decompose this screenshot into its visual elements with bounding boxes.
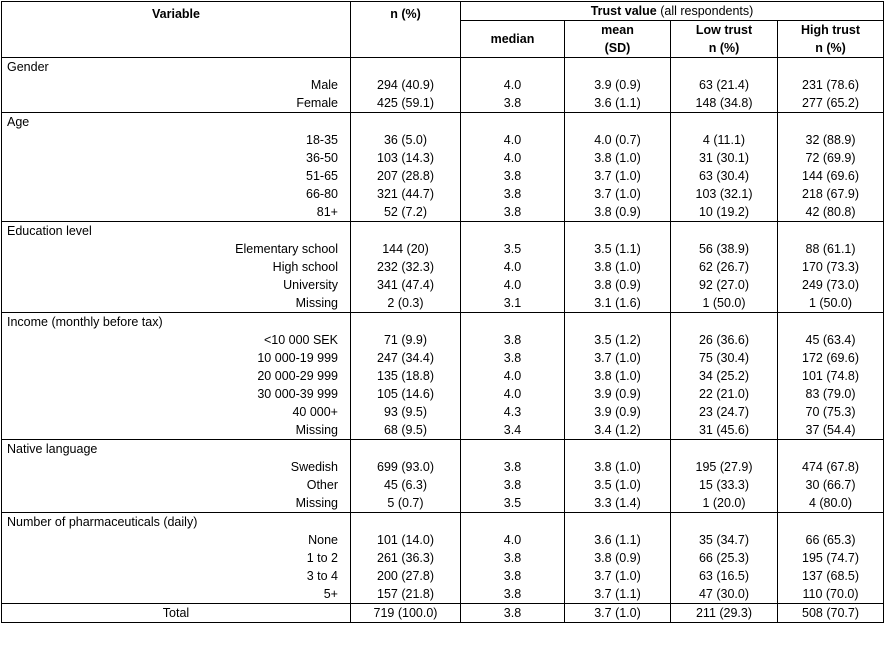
cell-n: 261 (36.3) <box>351 549 461 567</box>
empty-cell <box>351 58 461 77</box>
total-median: 3.8 <box>461 604 565 623</box>
cell-n: 294 (40.9) <box>351 76 461 94</box>
row-label: High school <box>2 258 351 276</box>
row-label: 81+ <box>2 203 351 222</box>
cell-high: 45 (63.4) <box>778 331 884 349</box>
cell-low: 56 (38.9) <box>671 240 778 258</box>
table-row <box>2 185 884 203</box>
empty-cell <box>778 313 884 332</box>
table-row <box>2 203 884 222</box>
cell-mean: 3.8 (1.0) <box>565 149 671 167</box>
header-low-trust <box>671 21 778 58</box>
cell-low: 23 (24.7) <box>671 403 778 421</box>
cell-n: 144 (20) <box>351 240 461 258</box>
table-row <box>2 385 884 403</box>
empty-cell <box>671 440 778 459</box>
cell-n: 135 (18.8) <box>351 367 461 385</box>
header-high-l2: n (%) <box>815 41 846 55</box>
table-row <box>2 331 884 349</box>
cell-median: 3.8 <box>461 567 565 585</box>
cell-mean: 3.7 (1.0) <box>565 567 671 585</box>
row-label: 66-80 <box>2 185 351 203</box>
row-label: 10 000-19 999 <box>2 349 351 367</box>
cell-high: 70 (75.3) <box>778 403 884 421</box>
group-header-row <box>2 440 884 459</box>
group-label: Gender <box>2 58 351 77</box>
cell-mean: 3.7 (1.0) <box>565 185 671 203</box>
cell-low: 63 (30.4) <box>671 167 778 185</box>
header-variable: Variable <box>2 2 351 58</box>
cell-high: 72 (69.9) <box>778 149 884 167</box>
cell-n: 157 (21.8) <box>351 585 461 604</box>
cell-mean: 3.5 (1.1) <box>565 240 671 258</box>
group-header-row <box>2 113 884 132</box>
table-row <box>2 585 884 604</box>
empty-cell <box>778 513 884 532</box>
cell-low: 26 (36.6) <box>671 331 778 349</box>
cell-mean: 3.8 (1.0) <box>565 258 671 276</box>
cell-mean: 3.8 (0.9) <box>565 276 671 294</box>
cell-low: 15 (33.3) <box>671 476 778 494</box>
cell-high: 4 (80.0) <box>778 494 884 513</box>
cell-high: 474 (67.8) <box>778 458 884 476</box>
group-label: Education level <box>2 222 351 241</box>
table-row <box>2 421 884 440</box>
empty-cell <box>461 113 565 132</box>
cell-median: 3.8 <box>461 167 565 185</box>
empty-cell <box>671 313 778 332</box>
cell-high: 88 (61.1) <box>778 240 884 258</box>
cell-high: 170 (73.3) <box>778 258 884 276</box>
group-header-row <box>2 58 884 77</box>
cell-median: 3.8 <box>461 349 565 367</box>
cell-n: 93 (9.5) <box>351 403 461 421</box>
cell-n: 105 (14.6) <box>351 385 461 403</box>
cell-low: 31 (45.6) <box>671 421 778 440</box>
group-header-row <box>2 313 884 332</box>
cell-n: 52 (7.2) <box>351 203 461 222</box>
cell-mean: 3.8 (0.9) <box>565 549 671 567</box>
cell-median: 4.0 <box>461 76 565 94</box>
cell-median: 4.0 <box>461 258 565 276</box>
total-mean: 3.7 (1.0) <box>565 604 671 623</box>
table-row <box>2 149 884 167</box>
empty-cell <box>461 513 565 532</box>
cell-high: 30 (66.7) <box>778 476 884 494</box>
cell-n: 103 (14.3) <box>351 149 461 167</box>
row-label: Elementary school <box>2 240 351 258</box>
cell-n: 425 (59.1) <box>351 94 461 113</box>
header-n: n (%) <box>351 2 461 58</box>
cell-mean: 3.6 (1.1) <box>565 94 671 113</box>
cell-high: 172 (69.6) <box>778 349 884 367</box>
cell-high: 101 (74.8) <box>778 367 884 385</box>
cell-mean: 3.9 (0.9) <box>565 76 671 94</box>
table-row <box>2 276 884 294</box>
total-high: 508 (70.7) <box>778 604 884 623</box>
cell-high: 249 (73.0) <box>778 276 884 294</box>
empty-cell <box>671 513 778 532</box>
cell-n: 71 (9.9) <box>351 331 461 349</box>
header-high-l1: High trust <box>801 23 861 37</box>
row-label: 5+ <box>2 585 351 604</box>
cell-median: 3.5 <box>461 494 565 513</box>
empty-cell <box>671 113 778 132</box>
table-row <box>2 94 884 113</box>
empty-cell <box>351 440 461 459</box>
cell-high: 32 (88.9) <box>778 131 884 149</box>
empty-cell <box>351 313 461 332</box>
group-label: Age <box>2 113 351 132</box>
cell-high: 231 (78.6) <box>778 76 884 94</box>
cell-n: 699 (93.0) <box>351 458 461 476</box>
cell-high: 42 (80.8) <box>778 203 884 222</box>
cell-low: 1 (50.0) <box>671 294 778 313</box>
cell-low: 148 (34.8) <box>671 94 778 113</box>
row-label: 3 to 4 <box>2 567 351 585</box>
row-label: Male <box>2 76 351 94</box>
cell-median: 3.8 <box>461 331 565 349</box>
cell-high: 110 (70.0) <box>778 585 884 604</box>
cell-n: 200 (27.8) <box>351 567 461 585</box>
header-high-trust <box>778 21 884 58</box>
row-label: 1 to 2 <box>2 549 351 567</box>
header-mean <box>565 21 671 58</box>
cell-mean: 3.4 (1.2) <box>565 421 671 440</box>
cell-n: 68 (9.5) <box>351 421 461 440</box>
row-label: Swedish <box>2 458 351 476</box>
empty-cell <box>351 113 461 132</box>
cell-high: 1 (50.0) <box>778 294 884 313</box>
cell-low: 31 (30.1) <box>671 149 778 167</box>
cell-median: 4.0 <box>461 131 565 149</box>
row-label: Female <box>2 94 351 113</box>
cell-high: 83 (79.0) <box>778 385 884 403</box>
table-row <box>2 167 884 185</box>
cell-median: 3.8 <box>461 476 565 494</box>
cell-high: 137 (68.5) <box>778 567 884 585</box>
empty-cell <box>778 440 884 459</box>
cell-high: 218 (67.9) <box>778 185 884 203</box>
row-label: Missing <box>2 494 351 513</box>
total-low: 211 (29.3) <box>671 604 778 623</box>
cell-low: 62 (26.7) <box>671 258 778 276</box>
total-row <box>2 604 884 623</box>
cell-mean: 3.5 (1.2) <box>565 331 671 349</box>
empty-cell <box>565 222 671 241</box>
cell-median: 4.3 <box>461 403 565 421</box>
table-row <box>2 76 884 94</box>
cell-median: 3.4 <box>461 421 565 440</box>
row-label: <10 000 SEK <box>2 331 351 349</box>
trust-table <box>1 1 884 623</box>
cell-high: 144 (69.6) <box>778 167 884 185</box>
empty-cell <box>565 513 671 532</box>
empty-cell <box>461 440 565 459</box>
table-body <box>2 58 884 604</box>
cell-mean: 3.7 (1.1) <box>565 585 671 604</box>
cell-mean: 3.9 (0.9) <box>565 385 671 403</box>
empty-cell <box>671 222 778 241</box>
cell-high: 277 (65.2) <box>778 94 884 113</box>
cell-n: 2 (0.3) <box>351 294 461 313</box>
cell-n: 341 (47.4) <box>351 276 461 294</box>
cell-n: 36 (5.0) <box>351 131 461 149</box>
cell-n: 207 (28.8) <box>351 167 461 185</box>
table-row <box>2 476 884 494</box>
cell-mean: 3.3 (1.4) <box>565 494 671 513</box>
cell-low: 4 (11.1) <box>671 131 778 149</box>
group-label: Number of pharmaceuticals (daily) <box>2 513 351 532</box>
cell-median: 4.0 <box>461 149 565 167</box>
cell-n: 321 (44.7) <box>351 185 461 203</box>
cell-low: 66 (25.3) <box>671 549 778 567</box>
empty-cell <box>778 58 884 77</box>
row-label: 51-65 <box>2 167 351 185</box>
empty-cell <box>351 222 461 241</box>
row-label: Other <box>2 476 351 494</box>
cell-mean: 3.8 (1.0) <box>565 367 671 385</box>
cell-median: 3.8 <box>461 94 565 113</box>
header-mean-l2: (SD) <box>604 41 631 55</box>
table-row <box>2 258 884 276</box>
empty-cell <box>778 113 884 132</box>
cell-high: 66 (65.3) <box>778 531 884 549</box>
group-header-row <box>2 513 884 532</box>
cell-median: 3.8 <box>461 185 565 203</box>
row-label: 20 000-29 999 <box>2 367 351 385</box>
empty-cell <box>461 313 565 332</box>
cell-mean: 3.7 (1.0) <box>565 349 671 367</box>
header-trust-group-sub: (all respondents) <box>660 4 754 18</box>
empty-cell <box>565 58 671 77</box>
table-row <box>2 549 884 567</box>
row-label: 18-35 <box>2 131 351 149</box>
empty-cell <box>461 222 565 241</box>
table-row <box>2 494 884 513</box>
group-label: Native language <box>2 440 351 459</box>
empty-cell <box>351 513 461 532</box>
cell-median: 3.8 <box>461 203 565 222</box>
cell-median: 4.0 <box>461 367 565 385</box>
table-row <box>2 294 884 313</box>
table-row <box>2 567 884 585</box>
header-median: median <box>461 21 565 58</box>
cell-low: 63 (21.4) <box>671 76 778 94</box>
cell-low: 195 (27.9) <box>671 458 778 476</box>
group-header-row <box>2 222 884 241</box>
empty-cell <box>778 222 884 241</box>
cell-median: 3.8 <box>461 585 565 604</box>
cell-low: 75 (30.4) <box>671 349 778 367</box>
cell-n: 232 (32.3) <box>351 258 461 276</box>
empty-cell <box>461 58 565 77</box>
cell-mean: 3.8 (0.9) <box>565 203 671 222</box>
group-label: Income (monthly before tax) <box>2 313 351 332</box>
cell-high: 37 (54.4) <box>778 421 884 440</box>
cell-mean: 3.1 (1.6) <box>565 294 671 313</box>
total-n: 719 (100.0) <box>351 604 461 623</box>
cell-low: 1 (20.0) <box>671 494 778 513</box>
cell-low: 10 (19.2) <box>671 203 778 222</box>
empty-cell <box>565 113 671 132</box>
header-low-l2: n (%) <box>708 41 740 55</box>
empty-cell <box>565 313 671 332</box>
cell-high: 195 (74.7) <box>778 549 884 567</box>
cell-mean: 3.7 (1.0) <box>565 167 671 185</box>
cell-mean: 3.8 (1.0) <box>565 458 671 476</box>
row-label: 40 000+ <box>2 403 351 421</box>
table-row <box>2 403 884 421</box>
cell-median: 3.5 <box>461 240 565 258</box>
cell-low: 47 (30.0) <box>671 585 778 604</box>
empty-cell <box>565 440 671 459</box>
cell-low: 63 (16.5) <box>671 567 778 585</box>
cell-low: 92 (27.0) <box>671 276 778 294</box>
row-label: 30 000-39 999 <box>2 385 351 403</box>
cell-n: 5 (0.7) <box>351 494 461 513</box>
cell-n: 247 (34.4) <box>351 349 461 367</box>
header-mean-l1: mean <box>601 23 634 37</box>
cell-mean: 4.0 (0.7) <box>565 131 671 149</box>
row-label: 36-50 <box>2 149 351 167</box>
table-row <box>2 367 884 385</box>
cell-n: 45 (6.3) <box>351 476 461 494</box>
table-row <box>2 531 884 549</box>
cell-median: 3.8 <box>461 458 565 476</box>
cell-median: 4.0 <box>461 385 565 403</box>
header-low-l1: Low trust <box>695 23 753 37</box>
cell-median: 4.0 <box>461 531 565 549</box>
row-label: None <box>2 531 351 549</box>
row-label: Missing <box>2 421 351 440</box>
header-trust-group <box>461 2 884 21</box>
row-label: Missing <box>2 294 351 313</box>
cell-mean: 3.5 (1.0) <box>565 476 671 494</box>
table-row <box>2 131 884 149</box>
cell-low: 34 (25.2) <box>671 367 778 385</box>
table-row <box>2 458 884 476</box>
cell-mean: 3.6 (1.1) <box>565 531 671 549</box>
cell-low: 35 (34.7) <box>671 531 778 549</box>
cell-n: 101 (14.0) <box>351 531 461 549</box>
header-trust-group-title: Trust value <box>590 4 657 18</box>
table-row <box>2 240 884 258</box>
row-label: University <box>2 276 351 294</box>
cell-low: 103 (32.1) <box>671 185 778 203</box>
table-row <box>2 349 884 367</box>
cell-median: 4.0 <box>461 276 565 294</box>
total-label: Total <box>2 604 351 623</box>
cell-median: 3.1 <box>461 294 565 313</box>
cell-median: 3.8 <box>461 549 565 567</box>
cell-low: 22 (21.0) <box>671 385 778 403</box>
cell-mean: 3.9 (0.9) <box>565 403 671 421</box>
empty-cell <box>671 58 778 77</box>
